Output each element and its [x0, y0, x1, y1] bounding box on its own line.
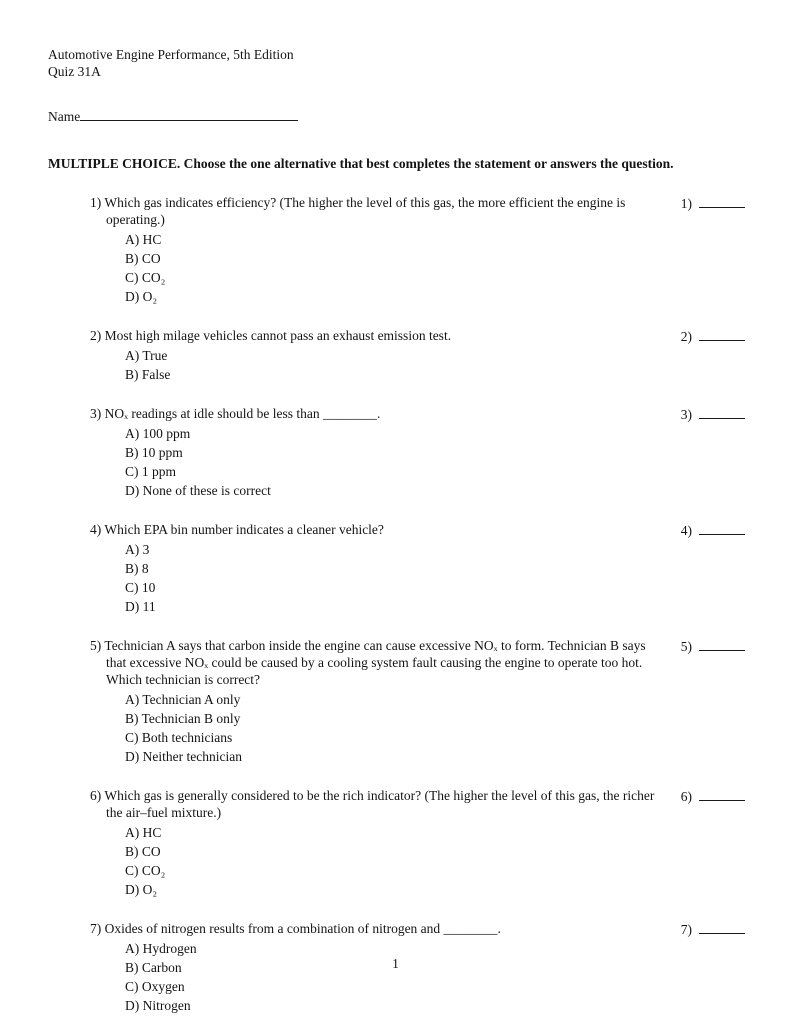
question-number: 3) [90, 406, 102, 421]
question-text: Which EPA bin number indicates a cleaner vehicle? [104, 522, 384, 537]
page-number: 1 [392, 956, 399, 971]
answer-choice: B) 8 [125, 561, 149, 576]
answer-choice: A) 3 [125, 542, 150, 557]
question-line [90, 327, 665, 344]
answer-area [681, 521, 745, 539]
answer-choice: C) 10 [125, 580, 156, 595]
question-number: 7) [90, 921, 102, 936]
answer-choice: C) Both technicians [125, 730, 233, 745]
choices-list [90, 231, 665, 305]
question-line [90, 787, 665, 821]
answer-choice: C) Oxygen [125, 979, 185, 994]
answer-choice: A) HC [125, 232, 162, 247]
answer-blank-field[interactable] [699, 405, 745, 419]
choices-list [90, 691, 665, 765]
question-number: 5) [90, 638, 102, 653]
question-number: 1) [90, 195, 102, 210]
answer-area [681, 787, 745, 805]
answer-choice: B) Carbon [125, 960, 182, 975]
answer-choice: B) 10 ppm [125, 445, 183, 460]
question-text: Which gas indicates efficiency? (The higher the level of this gas, the more efficient the engine is operating.) [104, 195, 626, 227]
choices-list [90, 940, 665, 1014]
answer-choice: C) CO₂ [125, 863, 166, 878]
name-row [48, 107, 745, 125]
answer-blank-field[interactable] [699, 194, 745, 208]
answer-choice: D) Neither technician [125, 749, 242, 764]
question-line [90, 521, 665, 538]
answer-choice: D) O₂ [125, 289, 158, 304]
answer-number: 6) [680, 789, 692, 804]
question-number: 2) [90, 328, 102, 343]
answer-blank-field[interactable] [699, 787, 745, 801]
question-main [90, 405, 665, 499]
answer-number: 1) [680, 196, 692, 211]
answer-choice: C) 1 ppm [125, 464, 177, 479]
answer-area [681, 194, 745, 212]
choices-list [90, 425, 665, 499]
answer-area [681, 920, 745, 938]
answer-area [681, 637, 745, 655]
question-line [90, 637, 665, 688]
answer-choice: A) Hydrogen [125, 941, 197, 956]
answer-choice: C) CO₂ [125, 270, 166, 285]
answer-choice: A) 100 ppm [125, 426, 191, 441]
answer-choice: B) CO [125, 251, 161, 266]
answer-area [681, 327, 745, 345]
answer-blank-field[interactable] [699, 327, 745, 341]
question-main [90, 787, 665, 898]
name-label: Name [48, 109, 81, 124]
answer-number: 3) [680, 407, 692, 422]
answer-blank-field[interactable] [699, 920, 745, 934]
question-line [90, 405, 665, 422]
question-number: 6) [90, 788, 102, 803]
answer-choice: A) Technician A only [125, 692, 241, 707]
answer-number: 7) [680, 922, 692, 937]
answer-choice: D) 11 [125, 599, 156, 614]
answer-choice: D) Nitrogen [125, 998, 191, 1013]
answer-choice: D) O₂ [125, 882, 158, 897]
answer-number: 4) [680, 523, 692, 538]
question-block [48, 521, 745, 615]
choices-list [90, 541, 665, 615]
question-main [90, 521, 665, 615]
question-text: Which gas is generally considered to be the rich indicator? (The higher the level of this gas, the richer the air–fuel mixture.) [104, 788, 655, 820]
answer-blank-field[interactable] [699, 521, 745, 535]
answer-number: 2) [680, 329, 692, 344]
question-line [90, 194, 665, 228]
question-block [48, 787, 745, 898]
answer-choice: A) HC [125, 825, 162, 840]
quiz-number: Quiz 31A [48, 64, 101, 79]
question-block [48, 405, 745, 499]
question-line [90, 920, 665, 937]
question-text: Oxides of nitrogen results from a combination of nitrogen and ________. [104, 921, 501, 936]
question-block [48, 327, 745, 383]
questions-list [48, 194, 745, 1014]
answer-choice: B) Technician B only [125, 711, 241, 726]
choices-list [90, 347, 665, 383]
answer-number: 5) [680, 639, 692, 654]
question-block [48, 637, 745, 765]
question-main [90, 194, 665, 305]
question-text: Most high milage vehicles cannot pass an exhaust emission test. [104, 328, 452, 343]
question-main [90, 327, 665, 383]
answer-choice: B) CO [125, 844, 161, 859]
document-header [48, 46, 745, 80]
name-blank-field[interactable] [80, 107, 298, 121]
section-heading: MULTIPLE CHOICE. Choose the one alternative that best completes the statement or answers the question. [48, 156, 674, 171]
answer-area [681, 405, 745, 423]
question-text: Technician A says that carbon inside the engine can cause excessive NOₓ to form. Technician B says that excessive NOₓ could be caused by a cooling system fault causing the engine to operate too hot. Which technician is correct? [104, 638, 646, 687]
answer-blank-field[interactable] [699, 637, 745, 651]
question-block [48, 194, 745, 305]
answer-choice: B) False [125, 367, 171, 382]
question-main [90, 637, 665, 765]
question-number: 4) [90, 522, 102, 537]
answer-choice: A) True [125, 348, 168, 363]
answer-choice: D) None of these is correct [125, 483, 271, 498]
question-text: NOₓ readings at idle should be less than ________. [104, 406, 381, 421]
choices-list [90, 824, 665, 898]
document-title: Automotive Engine Performance, 5th Edition [48, 47, 294, 62]
